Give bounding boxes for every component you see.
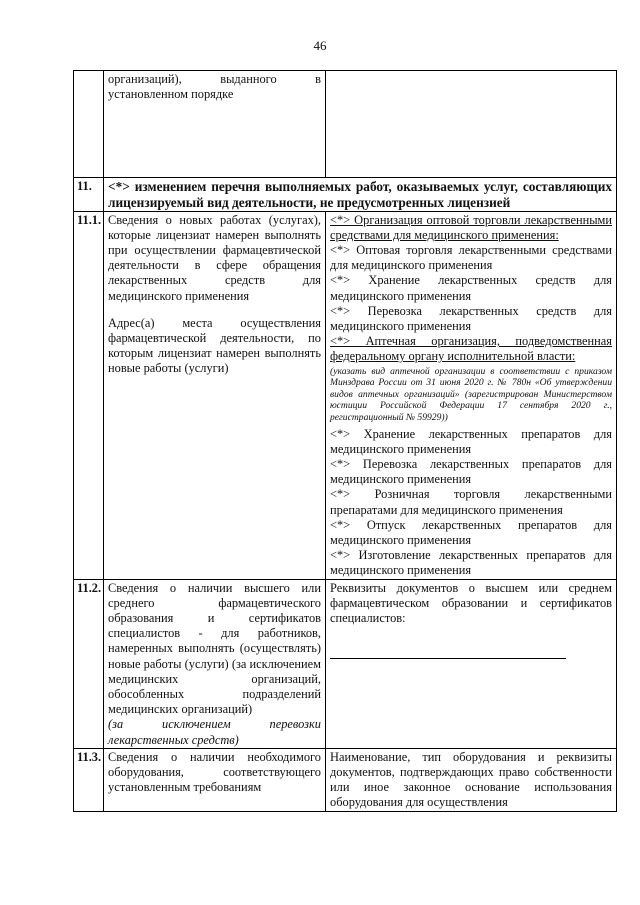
table-row-continuation (74, 71, 617, 178)
row-right-cell (326, 211, 617, 579)
row-number: 11.1. (74, 211, 104, 579)
pharmacy-type-note: (указать вид аптечной организации в соответствии с приказом Минздрава России от 31 июня 2020 г. № 780н «Об утверждении видов аптечных организаций» (зарегистрирован Министерством юстиции Российской Федерации 17 сентября 2020 г., регистрационный № 59929)) (330, 365, 612, 423)
page-number: 46 (313, 38, 327, 53)
row-number: 11.2. (74, 579, 104, 748)
row-left-cell (104, 748, 326, 811)
row-left-cell (104, 71, 326, 178)
education-exception-note: (за исключением перевозки лекарственных средств) (108, 717, 321, 747)
row-right-cell (326, 579, 617, 748)
equipment-info-label: Сведения о наличии необходимого оборудования, соответствующего установленным требованиям (108, 749, 321, 795)
option-item[interactable]: <*> Перевозка лекарственных средств для медицинского применения (330, 303, 612, 334)
option-item[interactable]: <*> Хранение лекарственных средств для медицинского применения (330, 273, 612, 303)
table-row-11-3 (74, 748, 617, 811)
license-form-table (73, 70, 617, 812)
option-item[interactable]: <*> Перевозка лекарственных препаратов для медицинского применения (330, 457, 612, 487)
table-row-section-11 (74, 178, 617, 212)
row-left-cell (104, 579, 326, 748)
section-number: 11. (74, 178, 104, 212)
option-item[interactable]: <*> Отпуск лекарственных препаратов для медицинского применения (330, 517, 612, 548)
row-number: 11.3. (74, 748, 104, 811)
section-heading: <*> изменением перечня выполняемых работ, оказываемых услуг, составляющих лицензируемый вид деятельности, не предусмотренных лицензией (104, 178, 617, 212)
address-label: Адрес(а) места осуществления фармацевтической деятельности, по которым лицензиат намерен выполнять новые работы (услуги) (108, 315, 321, 376)
row-number-cell (74, 71, 104, 178)
option-item[interactable]: <*> Розничная торговля лекарственными препаратами для медицинского применения (330, 487, 612, 517)
education-docs-label: Реквизиты документов о высшем или среднем фармацевтическом образовании и сертификатов специалистов: (330, 580, 612, 626)
pharmacy-org-option[interactable]: <*> Аптечная организация, подведомственная федеральному органу исполнительной власти: (330, 334, 612, 364)
equipment-docs-label: Наименование, тип оборудования и реквизиты документов, подтверждающих право собственности или иное законное основание использования оборудования для осуществления (330, 749, 612, 810)
table-row-11-2 (74, 579, 617, 748)
table-row-11-1 (74, 211, 617, 579)
row-left-cell (104, 211, 326, 579)
new-works-info-label: Сведения о новых работах (услугах), которые лицензиат намерен выполнять при осуществлении фармацевтической деятельности в сфере обращения лекарственных средств для медицинского применения (108, 212, 321, 303)
continuation-text: организаций), выданного в установленном порядке (108, 72, 321, 102)
row-right-cell (326, 748, 617, 811)
education-docs-input-line[interactable] (330, 628, 566, 659)
education-info-label: Сведения о наличии высшего или среднего фармацевтического образования и сертификатов специалистов - для работников, намеренных выполнять (осуществлять) новые работы (услуги) (за исключением медицинских организаций, обособленных подразделений медицинских организаций) (108, 580, 321, 717)
option-item[interactable]: <*> Хранение лекарственных препаратов для медицинского применения (330, 426, 612, 456)
option-item[interactable]: <*> Оптовая торговля лекарственными средствами для медицинского применения (330, 243, 612, 273)
option-item[interactable]: <*> Изготовление лекарственных препаратов для медицинского применения (330, 548, 612, 578)
wholesale-org-option[interactable]: <*> Организация оптовой торговли лекарственными средствами для медицинского применения: (330, 212, 612, 242)
row-right-cell (326, 71, 617, 178)
